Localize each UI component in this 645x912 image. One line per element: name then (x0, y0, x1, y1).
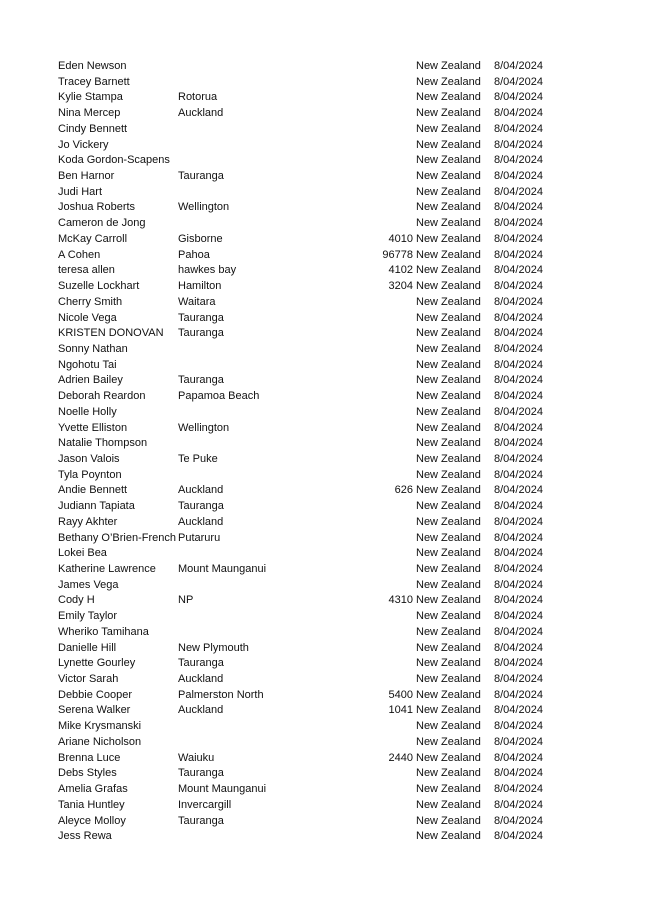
signatory-date: 8/04/2024 (494, 91, 543, 104)
signatory-name: Katherine Lawrence (58, 563, 156, 575)
signatory-country: New Zealand (416, 75, 481, 88)
table-row (0, 421, 645, 437)
signatory-postcode: 1041 (388, 704, 413, 717)
signatory-date: 8/04/2024 (494, 515, 543, 528)
signatory-name: Kylie Stampa (58, 91, 123, 104)
signatory-city: Wellington (178, 201, 230, 214)
signatory-city: Invercargill (178, 798, 232, 811)
table-row (0, 75, 645, 91)
signatory-city: Tauranga (178, 374, 224, 387)
signatory-city: Mount Maunganui (178, 563, 267, 575)
signatory-city: Putaruru (178, 531, 221, 544)
signatory-country: New Zealand (416, 201, 481, 214)
signatory-city: hawkes bay (178, 264, 237, 277)
signatory-name: Cherry Smith (58, 295, 123, 308)
table-row (0, 389, 645, 405)
signatory-country: New Zealand (416, 720, 481, 733)
table-row (0, 782, 645, 798)
table-row (0, 593, 645, 609)
table-row (0, 719, 645, 735)
signatory-country: New Zealand (416, 814, 481, 827)
signatory-country: New Zealand (416, 154, 481, 167)
table-row (0, 232, 645, 248)
signatory-city: Auckland (178, 704, 224, 717)
table-row (0, 138, 645, 154)
table-row (0, 814, 645, 830)
signatory-date: 8/04/2024 (494, 107, 543, 120)
signatory-name: Yvette Elliston (58, 421, 128, 434)
table-row (0, 483, 645, 499)
signatory-name: Nina Mercep (58, 107, 121, 120)
table-row (0, 703, 645, 719)
signatory-city: New Plymouth (178, 641, 249, 654)
signatory-date: 8/04/2024 (494, 814, 543, 827)
signatory-name: James Vega (58, 578, 119, 591)
signatory-country: New Zealand (416, 657, 481, 670)
signatory-country: New Zealand (416, 610, 481, 623)
table-row (0, 185, 645, 201)
signatory-city: Gisborne (178, 232, 223, 245)
signatory-name: Ngohotu Tai (58, 358, 117, 371)
signatory-postcode: 4310 (388, 594, 413, 607)
table-row (0, 656, 645, 672)
signatory-date: 8/04/2024 (494, 170, 543, 183)
signatory-city: Tauranga (178, 767, 224, 780)
table-row (0, 122, 645, 138)
table-row (0, 373, 645, 389)
signatory-name: Amelia Grafas (58, 783, 128, 796)
signatory-city: Tauranga (178, 657, 224, 670)
signatory-city: Palmerston North (178, 688, 264, 701)
signatory-name: Debbie Cooper (58, 688, 132, 701)
signatory-country: New Zealand (416, 60, 481, 72)
signatory-date: 8/04/2024 (494, 437, 543, 450)
signatory-name: Judiann Tapiata (58, 500, 135, 513)
signatory-country: New Zealand (416, 91, 481, 104)
signatory-name: Lynette Gourley (58, 657, 136, 670)
signatory-name: A Cohen (58, 248, 101, 261)
signatory-city: Tauranga (178, 311, 224, 324)
table-row (0, 546, 645, 562)
signatory-city: Mount Maunganui (178, 783, 267, 796)
signatory-date: 8/04/2024 (494, 563, 543, 575)
signatory-country: New Zealand (416, 578, 481, 591)
signatory-name: McKay Carroll (58, 232, 128, 245)
signatory-city: Papamoa Beach (178, 390, 260, 403)
table-row (0, 672, 645, 688)
signatory-name: Jess Rewa (58, 830, 112, 843)
signatory-name: Joshua Roberts (58, 201, 136, 214)
signatory-date: 8/04/2024 (494, 704, 543, 717)
signatory-name: Ariane Nicholson (58, 735, 142, 748)
signatory-country: New Zealand (416, 342, 481, 355)
signatory-country: New Zealand (416, 500, 481, 513)
signatory-name: KRISTEN DONOVAN (58, 327, 164, 340)
signatory-country: New Zealand (416, 735, 481, 748)
signatory-country: New Zealand (416, 374, 481, 387)
signatory-date: 8/04/2024 (494, 232, 543, 245)
signatory-name: Emily Taylor (58, 610, 118, 623)
signatory-country: New Zealand (416, 641, 481, 654)
signatory-city: Auckland (178, 673, 224, 686)
signatory-name: Wheriko Tamihana (58, 625, 149, 638)
signatory-country: New Zealand (416, 704, 481, 717)
signatory-name: Lokei Bea (58, 547, 107, 560)
signatory-country: New Zealand (416, 688, 481, 701)
signatory-name: Koda Gordon-Scapens (58, 154, 170, 167)
signatory-country: New Zealand (416, 673, 481, 686)
table-row (0, 468, 645, 484)
table-row (0, 751, 645, 767)
table-row (0, 531, 645, 547)
signatory-country: New Zealand (416, 594, 481, 607)
signatory-date: 8/04/2024 (494, 75, 543, 88)
signatory-date: 8/04/2024 (494, 60, 543, 72)
signatory-name: Mike Krysmanski (58, 720, 142, 733)
signatory-name: teresa allen (58, 264, 115, 277)
signatory-name: Rayy Akhter (58, 515, 118, 528)
signatory-date: 8/04/2024 (494, 578, 543, 591)
signatory-country: New Zealand (416, 248, 481, 261)
signatory-name: Tyla Poynton (58, 468, 122, 481)
signatory-city: Rotorua (178, 91, 218, 104)
signatory-date: 8/04/2024 (494, 295, 543, 308)
table-row (0, 798, 645, 814)
signatory-name: Noelle Holly (58, 405, 117, 418)
signatory-name: Sonny Nathan (58, 342, 128, 355)
signatory-date: 8/04/2024 (494, 311, 543, 324)
signatory-date: 8/04/2024 (494, 201, 543, 214)
signatory-date: 8/04/2024 (494, 264, 543, 277)
signatory-date: 8/04/2024 (494, 625, 543, 638)
signatory-country: New Zealand (416, 280, 481, 293)
signatory-date: 8/04/2024 (494, 280, 543, 293)
signatory-date: 8/04/2024 (494, 673, 543, 686)
signatory-date: 8/04/2024 (494, 327, 543, 340)
signatory-country: New Zealand (416, 798, 481, 811)
signatory-date: 8/04/2024 (494, 248, 543, 261)
signatory-country: New Zealand (416, 311, 481, 324)
signatory-date: 8/04/2024 (494, 217, 543, 230)
signatory-country: New Zealand (416, 295, 481, 308)
signatory-date: 8/04/2024 (494, 342, 543, 355)
signatory-country: New Zealand (416, 327, 481, 340)
signatory-country: New Zealand (416, 122, 481, 135)
signatory-country: New Zealand (416, 358, 481, 371)
signatory-city: Te Puke (178, 452, 218, 465)
signatory-date: 8/04/2024 (494, 751, 543, 764)
signatory-date: 8/04/2024 (494, 468, 543, 481)
signatory-city: Tauranga (178, 170, 224, 183)
signatory-date: 8/04/2024 (494, 641, 543, 654)
table-row (0, 515, 645, 531)
table-row (0, 311, 645, 327)
signatory-country: New Zealand (416, 217, 481, 230)
signatory-postcode: 626 (394, 484, 413, 497)
table-row (0, 358, 645, 374)
signatory-date: 8/04/2024 (494, 154, 543, 167)
signatory-postcode: 4010 (388, 232, 413, 245)
signatory-name: Danielle Hill (58, 641, 117, 654)
signatory-name: Tracey Barnett (58, 75, 130, 88)
signatory-postcode: 3204 (388, 280, 413, 293)
signatory-date: 8/04/2024 (494, 421, 543, 434)
signatory-country: New Zealand (416, 390, 481, 403)
signatory-country: New Zealand (416, 185, 481, 198)
signatory-country: New Zealand (416, 783, 481, 796)
table-row (0, 169, 645, 185)
table-row (0, 735, 645, 751)
signatory-name: Cameron de Jong (58, 217, 146, 230)
table-row (0, 248, 645, 264)
signatory-city: Auckland (178, 107, 224, 120)
signatory-name: Serena Walker (58, 704, 131, 717)
signatory-postcode: 4102 (388, 264, 413, 277)
signatory-date: 8/04/2024 (494, 484, 543, 497)
signatory-name: Andie Bennett (58, 484, 128, 497)
signatory-date: 8/04/2024 (494, 452, 543, 465)
signatory-country: New Zealand (416, 531, 481, 544)
signatory-name: Ben Harnor (58, 170, 115, 183)
signatory-postcode: 2440 (388, 751, 413, 764)
table-row (0, 263, 645, 279)
signatory-date: 8/04/2024 (494, 390, 543, 403)
signatory-name: Judi Hart (58, 185, 103, 198)
table-row (0, 766, 645, 782)
table-row (0, 326, 645, 342)
signatory-date: 8/04/2024 (494, 783, 543, 796)
table-row (0, 153, 645, 169)
signatory-name: Cody H (58, 594, 95, 607)
table-row (0, 829, 645, 845)
signatory-city: Waiuku (178, 751, 215, 764)
signatory-name: Bethany O’Brien-French (58, 531, 176, 544)
signatory-postcode: 5400 (388, 688, 413, 701)
signatory-city: Auckland (178, 515, 224, 528)
signatory-country: New Zealand (416, 452, 481, 465)
signatory-country: New Zealand (416, 547, 481, 560)
signatory-country: New Zealand (416, 767, 481, 780)
signatory-date: 8/04/2024 (494, 500, 543, 513)
signatory-country: New Zealand (416, 625, 481, 638)
signatory-country: New Zealand (416, 437, 481, 450)
table-row (0, 609, 645, 625)
signatory-city: Tauranga (178, 327, 224, 340)
signatory-country: New Zealand (416, 170, 481, 183)
signatory-date: 8/04/2024 (494, 720, 543, 733)
signatory-city: Wellington (178, 421, 230, 434)
signatory-city: Tauranga (178, 500, 224, 513)
signatory-country: New Zealand (416, 405, 481, 418)
table-row (0, 279, 645, 295)
signatory-date: 8/04/2024 (494, 374, 543, 387)
table-row (0, 436, 645, 452)
signatory-country: New Zealand (416, 751, 481, 764)
signatory-city: NP (178, 594, 194, 607)
signatory-name: Deborah Reardon (58, 390, 146, 403)
signatory-country: New Zealand (416, 107, 481, 120)
signatory-country: New Zealand (416, 484, 481, 497)
signatory-country: New Zealand (416, 232, 481, 245)
signatory-date: 8/04/2024 (494, 657, 543, 670)
signatory-city: Hamilton (178, 280, 222, 293)
signatory-name: Tania Huntley (58, 798, 125, 811)
signatory-name: Aleyce Molloy (58, 814, 126, 827)
signatory-name: Jason Valois (58, 452, 120, 465)
table-row (0, 106, 645, 122)
signatory-country: New Zealand (416, 563, 481, 575)
signatory-postcode: 96778 (382, 248, 413, 261)
signatory-name: Cindy Bennett (58, 122, 128, 135)
signatory-date: 8/04/2024 (494, 405, 543, 418)
signatory-date: 8/04/2024 (494, 767, 543, 780)
table-row (0, 452, 645, 468)
table-row (0, 578, 645, 594)
signatory-name: Debs Styles (58, 767, 117, 780)
signatory-date: 8/04/2024 (494, 138, 543, 151)
signatory-name: Nicole Vega (58, 311, 117, 324)
signatory-date: 8/04/2024 (494, 688, 543, 701)
signatory-date: 8/04/2024 (494, 358, 543, 371)
table-row (0, 295, 645, 311)
signatory-name: Suzelle Lockhart (58, 280, 140, 293)
signatory-name: Brenna Luce (58, 751, 121, 764)
signatory-date: 8/04/2024 (494, 830, 543, 843)
table-row (0, 200, 645, 216)
table-row (0, 641, 645, 657)
signatory-date: 8/04/2024 (494, 735, 543, 748)
signatory-city: Tauranga (178, 814, 224, 827)
table-row (0, 90, 645, 106)
signatory-date: 8/04/2024 (494, 531, 543, 544)
signatory-date: 8/04/2024 (494, 185, 543, 198)
signatory-country: New Zealand (416, 264, 481, 277)
signatory-name: Natalie Thompson (58, 437, 148, 450)
signatory-country: New Zealand (416, 515, 481, 528)
table-row (0, 688, 645, 704)
table-row (0, 562, 645, 578)
signatory-name: Jo Vickery (58, 138, 109, 151)
table-row (0, 499, 645, 515)
signatory-country: New Zealand (416, 468, 481, 481)
signatory-city: Pahoa (178, 248, 210, 261)
signatory-date: 8/04/2024 (494, 610, 543, 623)
signatory-name: Eden Newson (58, 60, 127, 72)
signatory-date: 8/04/2024 (494, 798, 543, 811)
table-row (0, 59, 645, 75)
signatory-date: 8/04/2024 (494, 594, 543, 607)
signatory-date: 8/04/2024 (494, 547, 543, 560)
table-row (0, 625, 645, 641)
signatory-city: Waitara (178, 295, 216, 308)
signatory-city: Auckland (178, 484, 224, 497)
signatory-country: New Zealand (416, 138, 481, 151)
table-row (0, 405, 645, 421)
signatory-name: Victor Sarah (58, 673, 119, 686)
table-row (0, 216, 645, 232)
signatory-country: New Zealand (416, 830, 481, 843)
signatory-country: New Zealand (416, 421, 481, 434)
signatory-list (0, 59, 645, 845)
signatory-name: Adrien Bailey (58, 374, 123, 387)
signatory-date: 8/04/2024 (494, 122, 543, 135)
table-row (0, 342, 645, 358)
